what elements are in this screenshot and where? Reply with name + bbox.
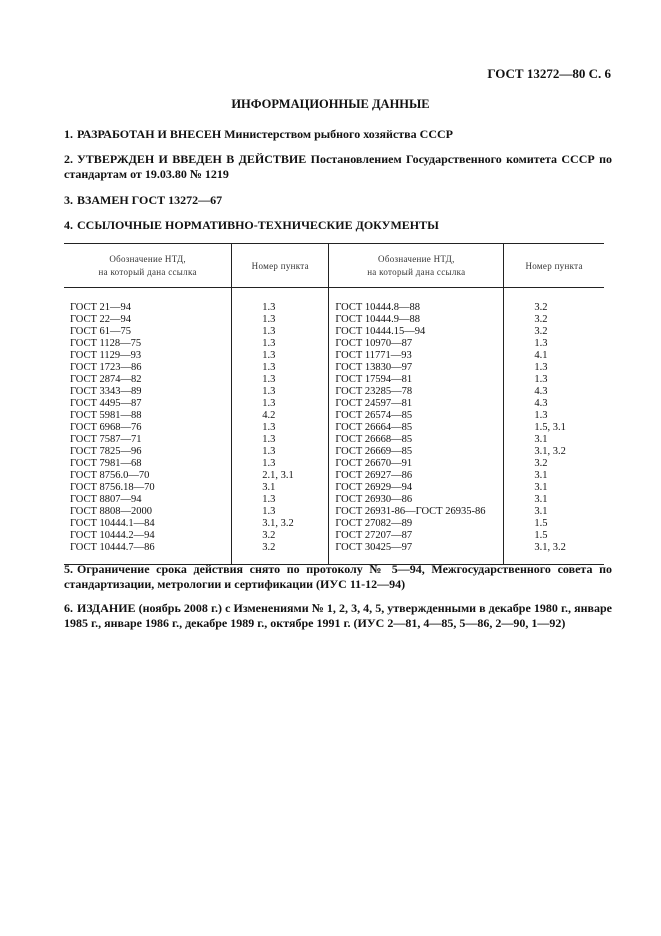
cell-point-left: 1.3 [232, 288, 329, 315]
item-text: Ограничение срока действия снято по протоколу № 5—94, Межгосударственного совета по стандартизации, метрологии и сертификации (ИУС 11-12—94) [64, 562, 612, 591]
cell-doc-left: ГОСТ 21—94 [70, 302, 132, 313]
item-2 [64, 152, 612, 182]
item-number: 6. [64, 601, 73, 615]
header-doc-right [329, 244, 504, 288]
cell-doc-right: ГОСТ 26664—85 [329, 422, 504, 434]
cell-point-left: 1.3 [232, 326, 329, 338]
item-text: ИЗДАНИЕ (ноябрь 2008 г.) с Изменениями № 1, 2, 3, 4, 5, утвержденными в декабре 1980 г., январе 1985 г., январе 1986 г., декабре 1989 г., октябре 1991 г. (ИУС 2—81, 4—85, 5—86, 2—90, 1—92) [64, 601, 612, 630]
table-row [64, 446, 604, 458]
cell-point-left: 1.3 [232, 362, 329, 374]
cell-point-left: 1.3 [232, 386, 329, 398]
cell-point-right: 1.3 [504, 338, 604, 350]
cell-doc-left: ГОСТ 5981—88 [70, 410, 142, 421]
cell-point-right: 4.1 [504, 350, 604, 362]
cell-doc-left: ГОСТ 4495—87 [70, 398, 142, 409]
cell-point-left: 3.1, 3.2 [232, 518, 329, 530]
cell-point-right: 4.3 [504, 386, 604, 398]
cell-point-right: 3.1 [504, 494, 604, 506]
cell-point-left: 1.3 [232, 314, 329, 326]
cell-doc-right: ГОСТ 26574—85 [329, 410, 504, 422]
cell-doc-left: ГОСТ 7587—71 [70, 434, 142, 445]
cell-point-left: 3.2 [232, 542, 329, 565]
cell-doc-left: ГОСТ 6968—76 [70, 422, 142, 433]
cell-point-right: 3.1 [504, 434, 604, 446]
table-row [64, 470, 604, 482]
item-number: 5. [64, 562, 73, 576]
reference-table-wrapper [64, 243, 604, 565]
header-doc-line1: Обозначение НТД, [378, 254, 455, 264]
cell-point-left: 1.3 [232, 338, 329, 350]
table-row [64, 362, 604, 374]
cell-doc-right: ГОСТ 26670—91 [329, 458, 504, 470]
table-row [64, 398, 604, 410]
table-row [64, 482, 604, 494]
item-3 [64, 193, 612, 208]
cell-point-right: 3.1, 3.2 [504, 446, 604, 458]
cell-doc-right: ГОСТ 26930—86 [329, 494, 504, 506]
header-point-right: Номер пункта [504, 244, 604, 288]
cell-point-right: 3.2 [504, 314, 604, 326]
cell-point-left: 1.3 [232, 398, 329, 410]
header-point-left: Номер пункта [232, 244, 329, 288]
cell-doc-right: ГОСТ 10444.15—94 [329, 326, 504, 338]
cell-point-left: 1.3 [232, 506, 329, 518]
table-row [64, 314, 604, 326]
header-doc-line2: на который дана ссылка [98, 267, 197, 277]
cell-doc-right: ГОСТ 26669—85 [329, 446, 504, 458]
table-row [64, 350, 604, 362]
cell-doc-right: ГОСТ 27207—87 [329, 530, 504, 542]
cell-point-right: 3.2 [504, 326, 604, 338]
cell-doc-left: ГОСТ 8756.18—70 [70, 482, 155, 493]
table-row [64, 494, 604, 506]
cell-doc-right: ГОСТ 26668—85 [329, 434, 504, 446]
cell-point-right: 1.5, 3.1 [504, 422, 604, 434]
item-1 [64, 127, 612, 142]
cell-doc-right: ГОСТ 13830—97 [329, 362, 504, 374]
cell-point-right: 3.2 [504, 458, 604, 470]
item-6 [64, 601, 612, 631]
cell-doc-left: ГОСТ 7981—68 [70, 458, 142, 469]
header-doc-line1: Обозначение НТД, [109, 254, 186, 264]
document-title: ИНФОРМАЦИОННЫЕ ДАННЫЕ [231, 97, 430, 111]
cell-point-right: 4.3 [504, 398, 604, 410]
table-row [64, 458, 604, 470]
cell-point-left: 4.2 [232, 410, 329, 422]
cell-doc-left: ГОСТ 2874—82 [70, 374, 142, 385]
cell-doc-left: ГОСТ 61—75 [70, 326, 132, 337]
cell-point-left: 3.2 [232, 530, 329, 542]
item-5 [64, 562, 612, 592]
table-header-row [64, 244, 604, 288]
item-number: 3. [64, 193, 73, 207]
cell-doc-left: ГОСТ 10444.2—94 [70, 530, 155, 541]
table-row [64, 410, 604, 422]
item-text: ССЫЛОЧНЫЕ НОРМАТИВНО-ТЕХНИЧЕСКИЕ ДОКУМЕНТЫ [77, 218, 439, 232]
table-row [64, 338, 604, 350]
table-row [64, 518, 604, 530]
cell-doc-right: ГОСТ 24597—81 [329, 398, 504, 410]
cell-point-right: 1.3 [504, 410, 604, 422]
cell-doc-right: ГОСТ 23285—78 [329, 386, 504, 398]
cell-point-right: 3.2 [504, 288, 604, 315]
cell-point-left: 1.3 [232, 422, 329, 434]
table-row [64, 506, 604, 518]
cell-point-left: 1.3 [232, 350, 329, 362]
reference-table [64, 243, 604, 565]
cell-point-left: 1.3 [232, 446, 329, 458]
header-doc-line2: на который дана ссылка [367, 267, 466, 277]
cell-doc-right: ГОСТ 26929—94 [329, 482, 504, 494]
cell-doc-right: ГОСТ 10444.9—88 [329, 314, 504, 326]
item-text: РАЗРАБОТАН И ВНЕСЕН Министерством рыбного хозяйства СССР [77, 127, 453, 141]
item-number: 1. [64, 127, 73, 141]
cell-doc-left: ГОСТ 1128—75 [70, 338, 142, 349]
table-row [64, 288, 604, 315]
cell-point-right: 3.1 [504, 470, 604, 482]
cell-doc-right: ГОСТ 10970—87 [329, 338, 504, 350]
cell-point-left: 3.1 [232, 482, 329, 494]
cell-point-right: 3.1, 3.2 [504, 542, 604, 565]
cell-doc-left: ГОСТ 3343—89 [70, 386, 142, 397]
cell-doc-right: ГОСТ 11771—93 [329, 350, 504, 362]
cell-point-right: 1.5 [504, 518, 604, 530]
table-row [64, 326, 604, 338]
table-row [64, 530, 604, 542]
item-text: УТВЕРЖДЕН И ВВЕДЕН В ДЕЙСТВИЕ Постановлением Государственного комитета СССР по стандартам от 19.03.80 № 1219 [64, 152, 612, 181]
cell-doc-left: ГОСТ 10444.7—86 [64, 542, 232, 565]
cell-doc-right: ГОСТ 30425—97 [329, 542, 504, 565]
cell-doc-right: ГОСТ 26927—86 [329, 470, 504, 482]
cell-doc-left: ГОСТ 8756.0—70 [70, 470, 150, 481]
item-text: ВЗАМЕН ГОСТ 13272—67 [77, 193, 223, 207]
table-row [64, 434, 604, 446]
cell-point-right: 1.3 [504, 362, 604, 374]
cell-doc-right: ГОСТ 26931-86—ГОСТ 26935-86 [329, 506, 504, 518]
page-header: ГОСТ 13272—80 С. 6 [487, 66, 611, 81]
cell-doc-right: ГОСТ 10444.8—88 [329, 288, 504, 315]
cell-doc-right: ГОСТ 27082—89 [329, 518, 504, 530]
cell-doc-right: ГОСТ 17594—81 [329, 374, 504, 386]
cell-doc-left: ГОСТ 22—94 [70, 314, 132, 325]
cell-point-left: 1.3 [232, 374, 329, 386]
cell-point-right: 1.3 [504, 374, 604, 386]
cell-doc-left: ГОСТ 8807—94 [70, 494, 142, 505]
cell-point-left: 1.3 [232, 494, 329, 506]
cell-point-left: 1.3 [232, 434, 329, 446]
cell-point-right: 1.5 [504, 530, 604, 542]
cell-point-right: 3.1 [504, 482, 604, 494]
cell-doc-left: ГОСТ 7825—96 [70, 446, 142, 457]
table-row [64, 386, 604, 398]
header-doc-left [64, 244, 232, 288]
table-row [64, 374, 604, 386]
cell-doc-left: ГОСТ 1723—86 [70, 362, 142, 373]
item-number: 4. [64, 218, 73, 232]
item-4 [64, 218, 612, 233]
cell-doc-left: ГОСТ 10444.1—84 [70, 518, 155, 529]
cell-point-left: 1.3 [232, 458, 329, 470]
table-row [64, 422, 604, 434]
cell-doc-left: ГОСТ 1129—93 [70, 350, 142, 361]
cell-point-right: 3.1 [504, 506, 604, 518]
item-number: 2. [64, 152, 73, 166]
cell-point-left: 2.1, 3.1 [232, 470, 329, 482]
cell-doc-left: ГОСТ 8808—2000 [70, 506, 153, 517]
